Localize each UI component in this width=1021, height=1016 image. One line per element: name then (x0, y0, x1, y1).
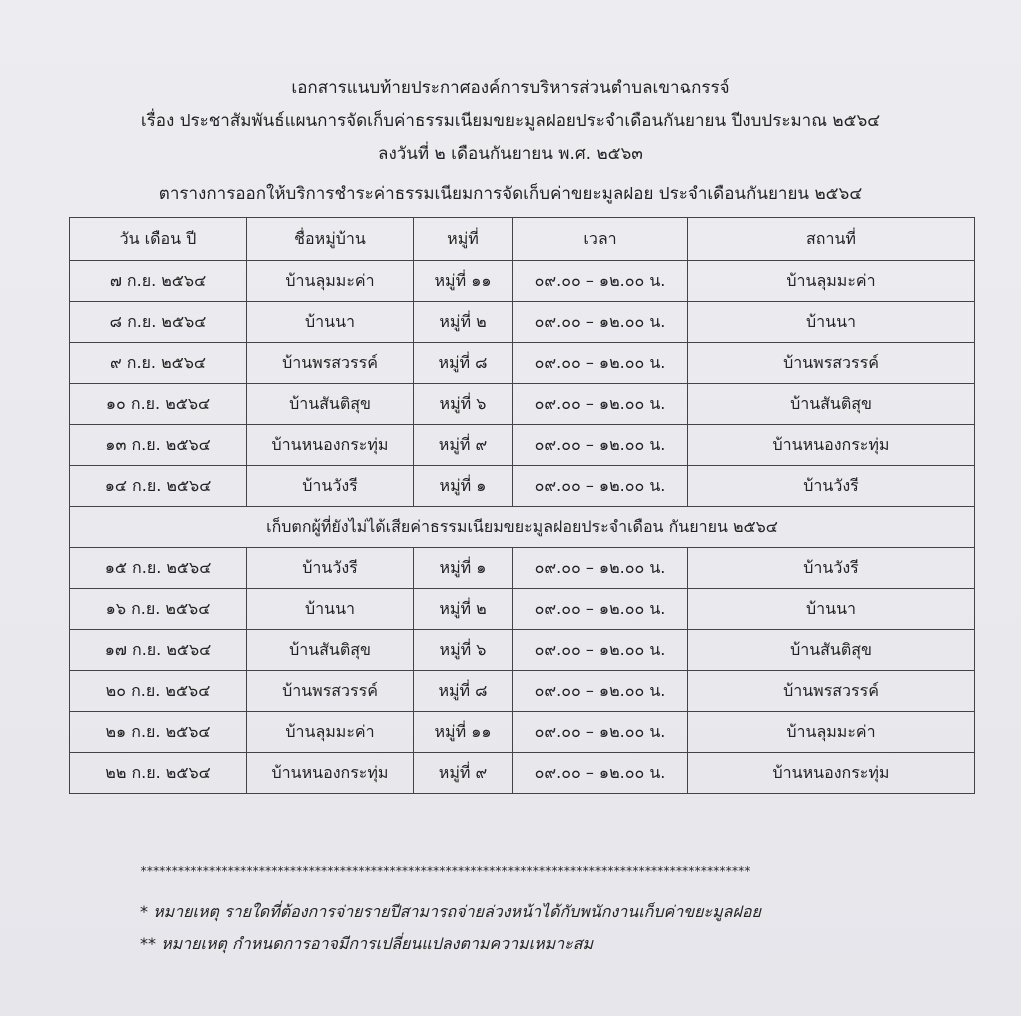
cell-time: ๐๙.๐๐ – ๑๒.๐๐ น. (513, 384, 688, 425)
table-row (70, 671, 975, 712)
table-row (70, 753, 975, 794)
cell-moo: หมู่ที่ ๙ (414, 753, 513, 794)
cell-place: บ้านสันติสุข (688, 630, 975, 671)
table-row (70, 425, 975, 466)
schedule-table (69, 217, 975, 794)
table-row (70, 630, 975, 671)
cell-place: บ้านพรสวรรค์ (688, 671, 975, 712)
cell-place: บ้านวังรี (688, 466, 975, 507)
cell-village: บ้านพรสวรรค์ (247, 671, 414, 712)
cell-village: บ้านวังรี (247, 466, 414, 507)
cell-village: บ้านนา (247, 302, 414, 343)
column-header-place: สถานที่ (688, 218, 975, 261)
cell-moo: หมู่ที่ ๖ (414, 630, 513, 671)
cell-time: ๐๙.๐๐ – ๑๒.๐๐ น. (513, 712, 688, 753)
cell-moo: หมู่ที่ ๘ (414, 671, 513, 712)
cell-time: ๐๙.๐๐ – ๑๒.๐๐ น. (513, 343, 688, 384)
cell-date: ๗ ก.ย. ๒๕๖๔ (70, 261, 247, 302)
cell-time: ๐๙.๐๐ – ๑๒.๐๐ น. (513, 671, 688, 712)
table-title: ตารางการออกให้บริการชำระค่าธรรมเนียมการจัดเก็บค่าขยะมูลฝอย ประจำเดือนกันยายน ๒๕๖๔ (158, 184, 863, 204)
cell-time: ๐๙.๐๐ – ๑๒.๐๐ น. (513, 548, 688, 589)
cell-time: ๐๙.๐๐ – ๑๒.๐๐ น. (513, 466, 688, 507)
cell-moo: หมู่ที่ ๒ (414, 302, 513, 343)
column-header-village: ชื่อหมู่บ้าน (247, 218, 414, 261)
asterisk-divider: ************************************************************************************************** (140, 864, 751, 878)
separator-text: เก็บตกผู้ที่ยังไม่ได้เสียค่าธรรมเนียมขยะมูลฝอยประจำเดือน กันยายน ๒๕๖๔ (70, 507, 975, 548)
cell-village: บ้านลุมมะค่า (247, 261, 414, 302)
cell-village: บ้านหนองกระทุ่ม (247, 753, 414, 794)
cell-place: บ้านนา (688, 589, 975, 630)
cell-village: บ้านสันติสุข (247, 630, 414, 671)
cell-moo: หมู่ที่ ๑๑ (414, 712, 513, 753)
cell-place: บ้านพรสวรรค์ (688, 343, 975, 384)
column-header-date: วัน เดือน ปี (70, 218, 247, 261)
table-row (70, 712, 975, 753)
cell-moo: หมู่ที่ ๑ (414, 548, 513, 589)
cell-time: ๐๙.๐๐ – ๑๒.๐๐ น. (513, 261, 688, 302)
cell-date: ๙ ก.ย. ๒๕๖๔ (70, 343, 247, 384)
cell-moo: หมู่ที่ ๑๑ (414, 261, 513, 302)
cell-place: บ้านหนองกระทุ่ม (688, 753, 975, 794)
cell-village: บ้านสันติสุข (247, 384, 414, 425)
cell-date: ๒๐ ก.ย. ๒๕๖๔ (70, 671, 247, 712)
cell-time: ๐๙.๐๐ – ๑๒.๐๐ น. (513, 753, 688, 794)
cell-time: ๐๙.๐๐ – ๑๒.๐๐ น. (513, 425, 688, 466)
cell-date: ๑๗ ก.ย. ๒๕๖๔ (70, 630, 247, 671)
cell-time: ๐๙.๐๐ – ๑๒.๐๐ น. (513, 302, 688, 343)
table-row (70, 548, 975, 589)
footnote-2: ** หมายเหตุ กำหนดการอาจมีการเปลี่ยนแปลงตามความเหมาะสม (140, 934, 594, 953)
cell-moo: หมู่ที่ ๙ (414, 425, 513, 466)
cell-date: ๒๒ ก.ย. ๒๕๖๔ (70, 753, 247, 794)
cell-date: ๑๕ ก.ย. ๒๕๖๔ (70, 548, 247, 589)
separator-row (70, 507, 975, 548)
cell-village: บ้านพรสวรรค์ (247, 343, 414, 384)
cell-date: ๑๓ ก.ย. ๒๕๖๔ (70, 425, 247, 466)
header-line-1: เอกสารแนบท้ายประกาศองค์การบริหารส่วนตำบลเขาฉกรรจ์ (291, 78, 730, 98)
footnote-1: * หมายเหตุ รายใดที่ต้องการจ่ายรายปีสามารถจ่ายล่วงหน้าได้กับพนักงานเก็บค่าขยะมูลฝอย (140, 902, 761, 921)
table-row (70, 343, 975, 384)
cell-date: ๑๖ ก.ย. ๒๕๖๔ (70, 589, 247, 630)
table-row (70, 261, 975, 302)
cell-place: บ้านลุมมะค่า (688, 712, 975, 753)
cell-place: บ้านลุมมะค่า (688, 261, 975, 302)
cell-time: ๐๙.๐๐ – ๑๒.๐๐ น. (513, 589, 688, 630)
header-line-2: เรื่อง ประชาสัมพันธ์แผนการจัดเก็บค่าธรรมเนียมขยะมูลฝอยประจำเดือนกันยายน ปีงบประมาณ ๒๕๖๔ (140, 111, 881, 131)
column-header-moo: หมู่ที่ (414, 218, 513, 261)
cell-place: บ้านวังรี (688, 548, 975, 589)
cell-date: ๘ ก.ย. ๒๕๖๔ (70, 302, 247, 343)
cell-date: ๑๐ ก.ย. ๒๕๖๔ (70, 384, 247, 425)
cell-date: ๑๔ ก.ย. ๒๕๖๔ (70, 466, 247, 507)
cell-date: ๒๑ ก.ย. ๒๕๖๔ (70, 712, 247, 753)
table-header-row (70, 218, 975, 261)
table-row (70, 384, 975, 425)
cell-village: บ้านหนองกระทุ่ม (247, 425, 414, 466)
cell-place: บ้านสันติสุข (688, 384, 975, 425)
table-row (70, 302, 975, 343)
cell-moo: หมู่ที่ ๑ (414, 466, 513, 507)
cell-moo: หมู่ที่ ๘ (414, 343, 513, 384)
cell-village: บ้านลุมมะค่า (247, 712, 414, 753)
table-row (70, 589, 975, 630)
cell-place: บ้านหนองกระทุ่ม (688, 425, 975, 466)
cell-moo: หมู่ที่ ๒ (414, 589, 513, 630)
cell-village: บ้านนา (247, 589, 414, 630)
cell-moo: หมู่ที่ ๖ (414, 384, 513, 425)
table-row (70, 466, 975, 507)
cell-place: บ้านนา (688, 302, 975, 343)
header-line-3: ลงวันที่ ๒ เดือนกันยายน พ.ศ. ๒๕๖๓ (378, 144, 643, 164)
cell-village: บ้านวังรี (247, 548, 414, 589)
cell-time: ๐๙.๐๐ – ๑๒.๐๐ น. (513, 630, 688, 671)
column-header-time: เวลา (513, 218, 688, 261)
